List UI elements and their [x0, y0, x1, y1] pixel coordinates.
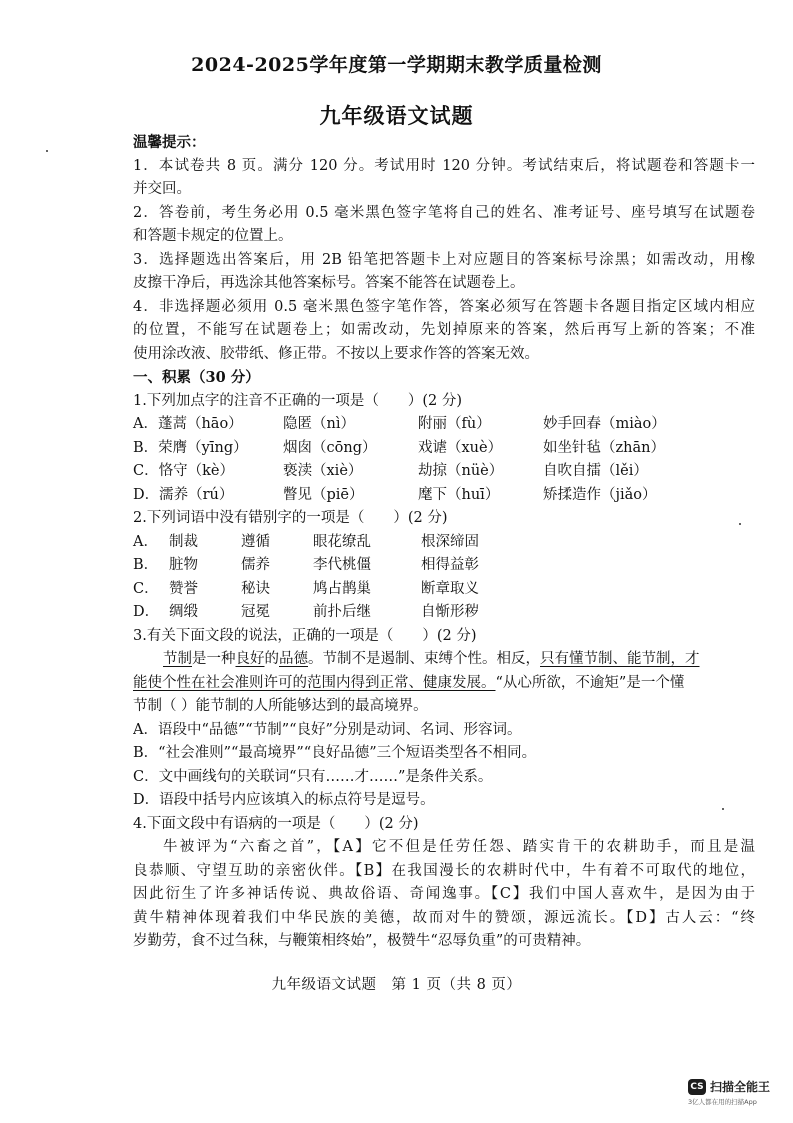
option-word: 赞誉 [169, 580, 198, 597]
option-cell: 自吹自擂（lěi） [543, 463, 648, 479]
option-cell: C．恪守（kè） [133, 463, 234, 479]
underlined-word-jiezhi: 节制 [163, 651, 192, 667]
notice-item-2-line-2: 和答题卡规定的位置上。 [133, 228, 293, 244]
notice-item-4-line-3: 使用涂改液、胶带纸、修正带。不按以上要求作答的答案无效。 [133, 345, 539, 362]
option-word: 相得益彰 [421, 557, 479, 573]
option-word: 眼花缭乱 [313, 533, 371, 550]
question-1-option-a [133, 413, 755, 437]
question-3-option-d: D．语段中括号内应该填入的标点符号是逗号。 [133, 792, 435, 808]
passage-text: 。节制不是遏制、束缚个性。相反， [308, 651, 540, 667]
underlined-sentence-part-2: 能使个性在社会准则许可的范围内得到正常、健康发展。 [133, 674, 496, 691]
passage-text: “从心所欲，不逾矩”是一个懂 [495, 674, 685, 691]
notice-item-1-line-1: 1．本试卷共 8 页。满分 120 分。考试用时 120 分钟。考试结束后，将试题卷和答题卡一 [133, 157, 755, 174]
question-4-passage-line-5: 岁勤劳，食不过刍秣，与鞭策相终始”，极赞牛“忍辱负重”的可贵精神。 [133, 933, 591, 949]
notice-item-3-line-2: 皮擦干净后，再选涂其他答案标号。答案不能答在试题卷上。 [133, 275, 525, 291]
question-4-passage-line-4: 黄牛精神体现着我们中华民族的美德，故而对牛的赞颂，源远流长。【D】古人云：“终 [133, 909, 755, 926]
notice-item-4-line-1: 4．非选择题必须用 0.5 毫米黑色签字笔作答，答案必须写在答题卡各题目指定区域内相应 [133, 298, 755, 315]
exam-subtitle: 九年级语文试题 [319, 103, 474, 128]
question-1-option-c [133, 460, 755, 484]
option-word: 遵循 [241, 533, 270, 550]
underlined-word-lianghao: 良好 [235, 651, 265, 667]
passage-text: 的 [264, 651, 279, 667]
exam-title: 2024-2025学年度第一学期期末教学质量检测 [191, 54, 602, 76]
option-word: 断章取义 [421, 580, 479, 597]
scan-speck [739, 523, 741, 525]
question-3-option-c: C．文中画线句的关联词“只有……才……”是条件关系。 [133, 768, 493, 785]
option-cell: 隐匿（nì） [283, 416, 355, 432]
notice-heading: 温馨提示： [133, 134, 206, 151]
option-cell: D．濡养（rú） [133, 486, 234, 503]
watermark-row [688, 1078, 788, 1095]
option-cell: 附丽（fù） [418, 416, 491, 432]
option-letter: A． [133, 533, 158, 550]
scan-speck [722, 808, 724, 810]
watermark-tagline: 3亿人都在用的扫描App [688, 1098, 757, 1106]
question-3-passage-line-1 [133, 648, 755, 672]
option-cell: 亵渎（xiè） [283, 463, 363, 479]
underlined-word-pinde: 品德 [279, 651, 308, 667]
option-word: 脏物 [169, 557, 198, 573]
section-heading: 一、积累（30 分） [133, 369, 260, 386]
question-3-passage-line-3: 节制（ ）能节制的人所能够达到的最高境界。 [133, 698, 428, 714]
passage-text: 是一种 [192, 651, 236, 667]
underlined-sentence-part-1: 只有懂节制、能节制，才 [540, 651, 700, 667]
option-word: 冠冕 [241, 604, 270, 620]
question-2-stem: 2.下列词语中没有错别字的一项是（ ）(2 分) [133, 510, 448, 526]
question-4-stem: 4.下面文段中有语病的一项是（ ）(2 分) [133, 815, 419, 832]
option-cell: 矫揉造作（jiǎo） [543, 486, 657, 503]
question-1-option-d [133, 484, 755, 508]
option-word: 绸缎 [169, 604, 198, 620]
option-word: 前扑后继 [313, 604, 371, 620]
question-2-option-c [133, 578, 755, 602]
question-1-stem: 1.下列加点字的注音不正确的一项是（ ）(2 分) [133, 392, 462, 409]
notice-item-1-line-2: 并交回。 [133, 181, 191, 197]
question-1-option-b [133, 437, 755, 461]
option-cell: 如坐针毡（zhān） [543, 439, 665, 456]
option-cell: 麾下（huī） [418, 486, 500, 503]
option-cell: 妙手回春（miào） [543, 416, 666, 432]
question-3-option-a: A．语段中“品德”“节制”“良好”分别是动词、名词、形容词。 [133, 721, 522, 738]
question-3-option-b: B．“社会准则”“最高境界”“良好品德”三个短语类型各不相同。 [133, 745, 537, 761]
option-letter: C． [133, 580, 159, 597]
question-2-option-b [133, 554, 755, 578]
option-cell: 瞥见（piē） [283, 486, 364, 503]
notice-item-2-line-1: 2．答卷前，考生务必用 0.5 毫米黑色签字笔将自己的姓名、准考证号、座号填写在试题卷 [133, 204, 755, 221]
option-letter: B． [133, 557, 159, 573]
option-letter: D． [133, 604, 160, 620]
watermark-app-name: 扫描全能王 [710, 1080, 771, 1094]
option-word: 儒养 [241, 557, 270, 573]
option-word: 根深缔固 [421, 533, 479, 550]
option-cell: B．荣膺（yīng） [133, 439, 248, 456]
question-4-passage-line-3: 因此衍生了许多神话传说、典故俗语、奇闻逸事。【C】我们中国人喜欢牛，是因为由于 [133, 886, 755, 902]
option-cell: 劫掠（nüè） [418, 463, 504, 479]
option-cell: A．蓬蒿（hāo） [133, 416, 243, 432]
question-2-option-a [133, 531, 755, 555]
exam-body [133, 131, 755, 954]
scan-speck [46, 150, 48, 152]
option-cell: 戏谑（xuè） [418, 439, 503, 456]
option-word: 李代桃僵 [313, 557, 371, 573]
option-word: 鸠占鹊巢 [313, 580, 371, 597]
option-cell: 烟囱（cōng） [283, 439, 377, 456]
scanner-watermark [688, 1078, 788, 1106]
camscanner-logo-icon: CS [688, 1079, 706, 1095]
question-2-option-d [133, 601, 755, 625]
question-3-passage-line-2 [133, 672, 755, 696]
page-footer: 九年级语文试题 第 1 页（共 8 页） [271, 977, 522, 993]
question-4-passage-line-2: 良恭顺、守望互助的亲密伙伴。【B】在我国漫长的农耕时代中，牛有着不可取代的地位， [133, 862, 755, 879]
question-3-stem: 3.有关下面文段的说法，正确的一项是（ ）(2 分) [133, 627, 477, 644]
notice-item-3-line-1: 3．选择题选出答案后，用 2B 铅笔把答题卡上对应题目的答案标号涂黑；如需改动，用橡 [133, 251, 755, 268]
option-word: 秘诀 [241, 580, 270, 597]
option-word: 自惭形秽 [421, 604, 479, 620]
notice-item-4-line-2: 的位置，不能写在试题卷上；如需改动，先划掉原来的答案，然后再写上新的答案；不准 [133, 322, 755, 338]
question-4-passage-line-1: 牛被评为“六畜之首”，【A】它不但是任劳任怨、踏实肯干的农耕助手，而且是温 [163, 839, 755, 855]
option-word: 制裁 [169, 533, 198, 550]
